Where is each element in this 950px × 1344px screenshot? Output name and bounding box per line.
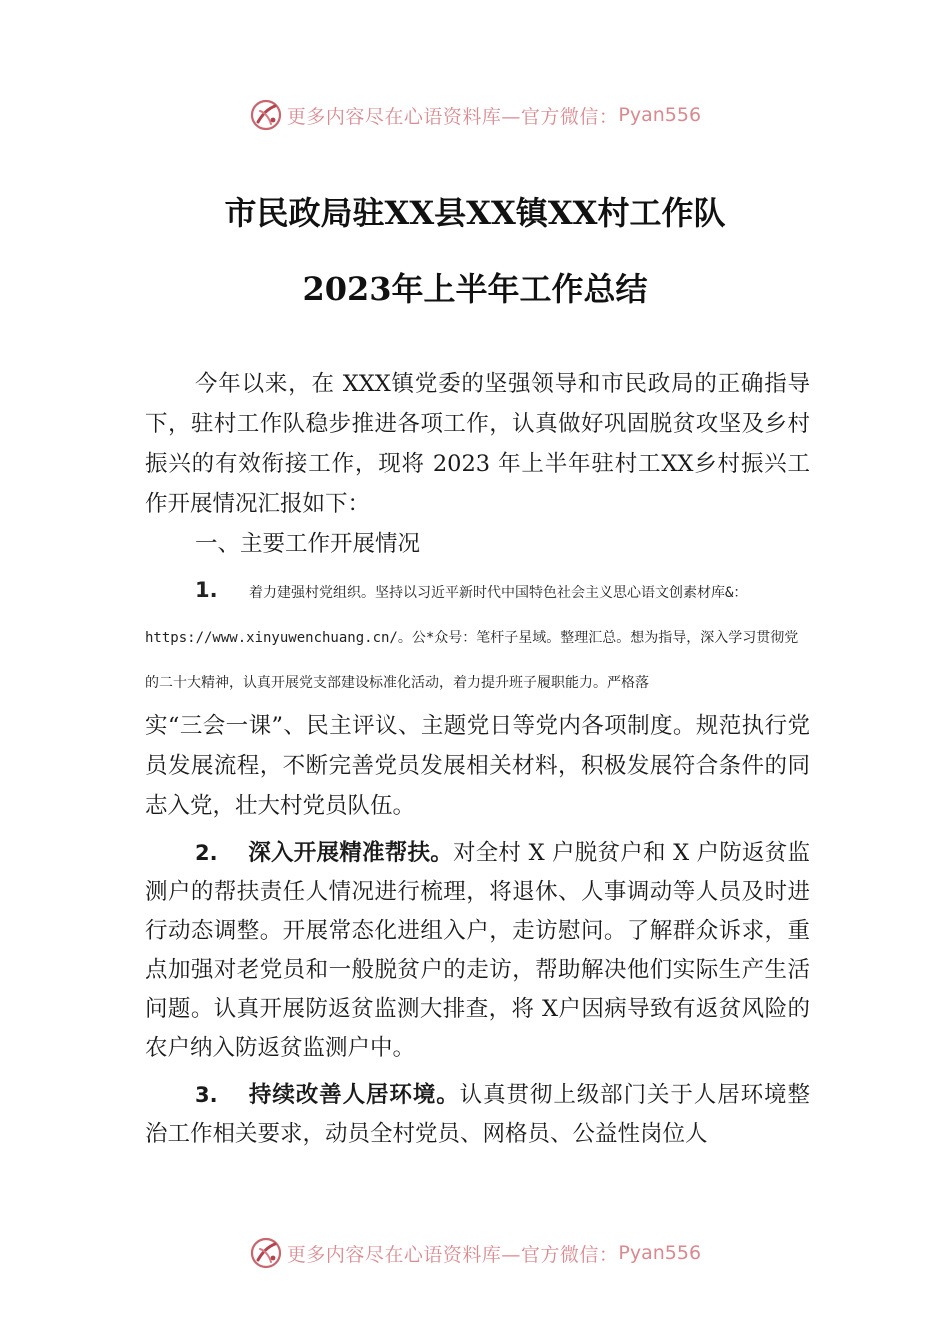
spacer bbox=[145, 1068, 810, 1076]
item-3-number: 3. bbox=[195, 1083, 218, 1107]
item-1-number: 1. bbox=[195, 578, 218, 602]
item-3-body: 认真贯彻上级部门关于人居环境整治工作相关要求，动员全村党员、网格员、公益性岗位人 bbox=[145, 1082, 810, 1147]
spacer bbox=[145, 826, 810, 834]
item-2-number: 2. bbox=[195, 841, 218, 865]
item-1-small-text: 着力建强村党组织。坚持以习近平新时代中国特色社会主义思心语文创素材库&：https://www.xinyuwenchuang.cn/。公*众号：笔杆子星域。整理汇总。想为指导，深入学习贯彻党的二十大精神，认真开展党支部建设标准化活动，着力提升班子履职能力。严格落 bbox=[145, 585, 799, 691]
watermark-text: 更多内容尽在心语资料库—官方微信： bbox=[286, 1243, 619, 1266]
item-2-lead: 深入开展精准帮扶。 bbox=[248, 840, 453, 866]
item-1-small-paragraph bbox=[145, 568, 810, 706]
watermark-group bbox=[249, 1236, 701, 1270]
watermark-banner-bottom bbox=[0, 1233, 950, 1273]
intro-paragraph: 今年以来，在 XXX镇党委的坚强领导和市民政局的正确指导下，驻村工作队稳步推进各项工作，认真做好巩固脱贫攻坚及乡村振兴的有效衔接工作，现将 2023 年上半年驻村工XX乡村振兴工作开展情况汇报如下： bbox=[145, 371, 810, 517]
watermark-banner-top bbox=[0, 95, 950, 135]
document-body bbox=[145, 364, 810, 1154]
watermark-wechat-id: Pyan556 bbox=[618, 1242, 702, 1264]
watermark-wechat-id: Pyan556 bbox=[618, 104, 702, 126]
watermark-text: 更多内容尽在心语资料库—官方微信： bbox=[286, 105, 619, 128]
document-title-line1: 市民政局驻XX县XX镇XX村工作队 bbox=[224, 194, 726, 232]
item-2-paragraph bbox=[145, 834, 810, 1068]
brush-seal-icon bbox=[249, 98, 283, 132]
document-title-line2: 2023年上半年工作总结 bbox=[302, 270, 648, 308]
item-1-continued-paragraph: 实“三会一课”、民主评议、主题党日等党内各项制度。规范执行党员发展流程，不断完善党员发展相关材料，积极发展符合条件的同志入党，壮大村党员队伍。 bbox=[145, 713, 810, 819]
section-heading-1: 一、主要工作开展情况 bbox=[195, 531, 421, 557]
watermark-group bbox=[249, 98, 701, 132]
brush-seal-icon bbox=[249, 1236, 283, 1270]
item-3-paragraph bbox=[145, 1076, 810, 1154]
item-2-body: 对全村 X 户脱贫户和 X 户防返贫监测户的帮扶责任人情况进行梳理，将退休、人事调动等人员及时进行动态调整。开展常态化进组入户，走访慰问。了解群众诉求，重点加强对老党员和一般脱贫户的走访，帮助解决他们实际生产生活问题。认真开展防返贫监测大排查，将 X户因病导致有返贫风险的农户纳入防返贫监测户中。 bbox=[145, 840, 810, 1061]
item-3-lead: 持续改善人居环境。 bbox=[248, 1082, 460, 1108]
